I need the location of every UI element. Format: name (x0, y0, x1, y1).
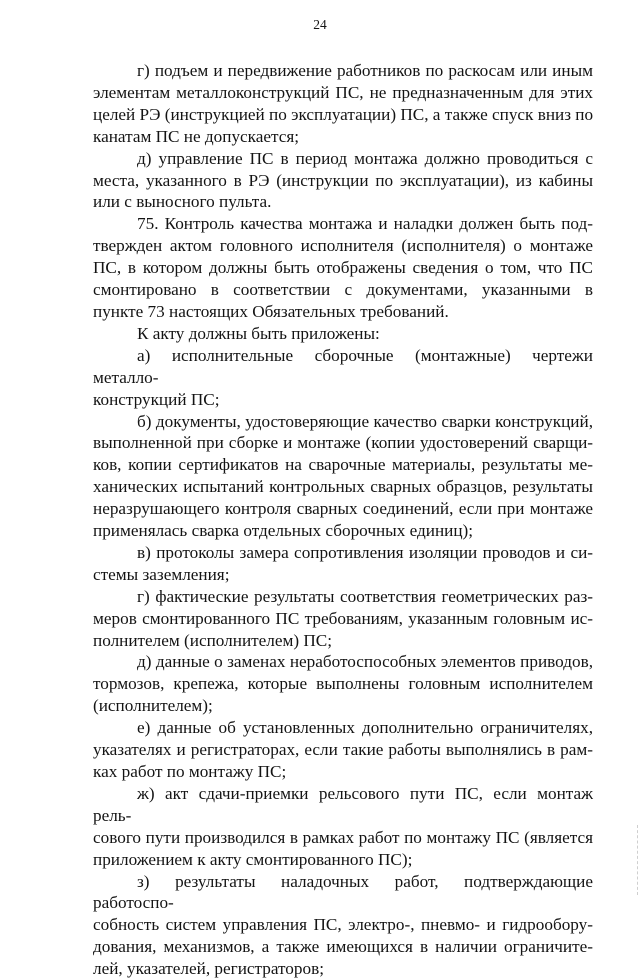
text-line: г) фактические результаты соответствия геометрических раз- (137, 586, 593, 606)
text-line: ПС, в котором должны быть отображены сведения о том, что ПС (93, 258, 593, 278)
text-line: твержден актом головного исполнителя (исполнителя) о монтаже (93, 236, 593, 256)
paragraph-att-v (93, 542, 593, 586)
text-line: конструкций ПС; (93, 389, 220, 409)
text-line: ков, копии сертификатов на сварочные материалы, результаты ме- (93, 455, 593, 475)
text-line: а) исполнительные сборочные (монтажные) чертежи металло- (93, 345, 593, 387)
paragraph-att-a (93, 345, 593, 411)
text-line: (исполнителем); (93, 696, 213, 716)
text-line: указателях и регистраторах, если такие работы выполнялись в рам- (93, 740, 593, 760)
text-line: г) подъем и передвижение работников по раскосам или иным (137, 61, 593, 80)
text-line: 75. Контроль качества монтажа и наладки должен быть под- (137, 214, 593, 234)
text-line: ханических испытаний контрольных сварных образцов, результаты (93, 477, 593, 497)
text-line: пункте 73 настоящих Обязательных требований. (93, 301, 449, 321)
text-line: канатам ПС не допускается; (93, 126, 300, 146)
text-line: или с выносного пульта. (93, 192, 272, 212)
text-line: приложением к акту смонтированного ПС); (93, 849, 413, 869)
paragraph-att-b (93, 411, 593, 542)
text-line: К акту должны быть приложены: (137, 323, 380, 343)
text-line: е) данные об установленных дополнительно ограничителях, (137, 718, 593, 738)
text-line: д) управление ПС в период монтажа должно проводиться с (137, 148, 593, 168)
text-line: в) протоколы замера сопротивления изоляции проводов и си- (137, 542, 593, 562)
paragraph-att-e (93, 717, 593, 783)
paragraph-g-lift (93, 60, 593, 148)
text-line: сового пути производился в рамках работ по монтажу ПС (является (93, 827, 593, 847)
text-line: элементам металлоконструкций ПС, не предназначенным для этих (93, 82, 593, 102)
text-line: ж) акт сдачи-приемки рельсового пути ПС, если монтаж рель- (93, 783, 593, 825)
paragraph-item-75 (93, 213, 593, 323)
text-line: стемы заземления; (93, 564, 230, 584)
document-body (93, 60, 593, 980)
text-line: дования, механизмов, а также имеющихся в наличии ограничите- (93, 937, 593, 957)
text-line: з) результаты наладочных работ, подтверждающие работоспо- (93, 871, 593, 913)
text-line: применялась сварка отдельных сборочных единиц); (93, 521, 474, 541)
paragraph-attach-intro (93, 323, 593, 345)
text-line: ках работ по монтажу ПС; (93, 762, 287, 781)
text-line: выполненной при сборке и монтаже (копии удостоверений сварщи- (93, 433, 593, 453)
text-line: тормозов, крепежа, которые выполнены головным исполнителем (93, 674, 593, 694)
paragraph-att-z (93, 871, 593, 980)
text-line: неразрушающего контроля сварных соединений, если при монтаже (93, 499, 593, 519)
paragraph-att-g (93, 586, 593, 652)
paragraph-att-zh (93, 783, 593, 871)
text-line: собность систем управления ПС, электро-, пневмо- и гидрообору- (93, 915, 593, 935)
text-line: лей, указателей, регистраторов; (93, 959, 324, 979)
text-line: целей РЭ (инструкцией по эксплуатации) ПС, а также спуск вниз по (93, 104, 594, 124)
text-line: смонтировано в соответствии с документами, указанными в (93, 280, 593, 300)
paragraph-att-d (93, 651, 593, 717)
paragraph-d-control (93, 148, 593, 214)
text-line: д) данные о заменах неработоспособных элементов приводов, (137, 652, 593, 672)
text-line: полнителем (исполнителем) ПС; (93, 630, 333, 650)
scan-edge-artifact (629, 825, 638, 895)
text-line: б) документы, удостоверяющие качество сварки конструкций, (137, 411, 593, 431)
text-line: меров смонтированного ПС требованиям, указанным головным ис- (93, 608, 593, 628)
page-number: 24 (313, 17, 327, 32)
text-line: места, указанного в РЭ (инструкции по эксплуатации), из кабины (93, 170, 593, 190)
